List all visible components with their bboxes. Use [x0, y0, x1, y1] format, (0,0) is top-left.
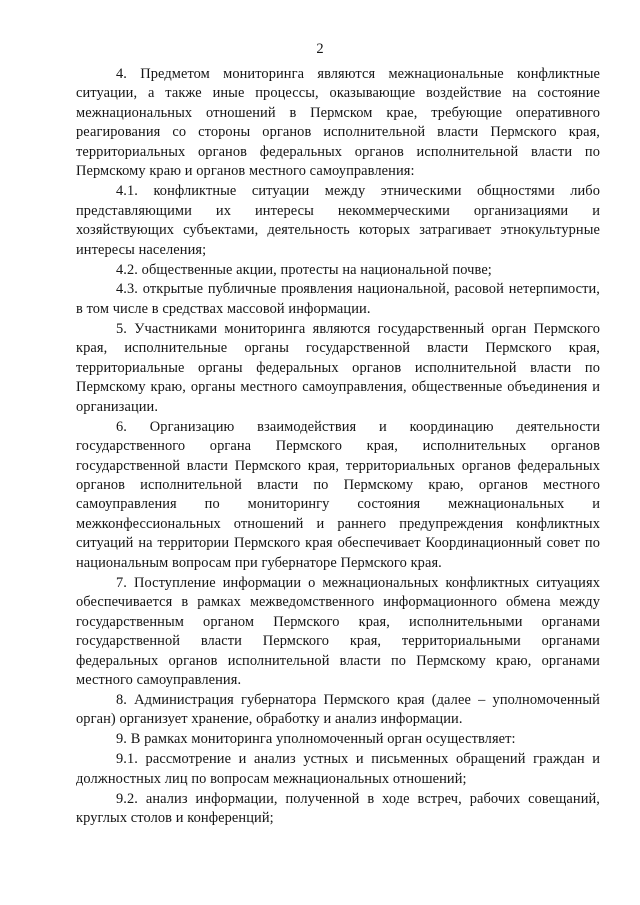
paragraph-7: 7. Поступление информации о межнациональных конфликтных ситуациях обеспечивается в рамках межведомственного информационного обмена между государственным органом Пермского края, исполнительными органами государственной власти Пермского края, территориальными органами федеральных органов исполнительной власти по Пермскому краю, органами местного самоуправления. [76, 574, 600, 689]
paragraph-6: 6. Организацию взаимодействия и координацию деятельности государственного органа Пермского края, исполнительных органов государственной власти Пермского края, территориальных органов федеральных органов исполнительной власти по Пермскому краю, органов местного самоуправления по мониторингу состояния межнациональных и межконфессиональных отношений и раннего предупреждения конфликтных ситуаций на территории Пермского края обеспечивает Координационный совет по национальным вопросам при губернаторе Пермского края. [76, 418, 600, 571]
page-number: 2 [316, 41, 324, 57]
paragraph-9-2: 9.2. анализ информации, полученной в ходе встреч, рабочих совещаний, круглых столов и конференций; [76, 790, 600, 827]
paragraph-9: 9. В рамках мониторинга уполномоченный орган осуществляет: [116, 731, 516, 748]
paragraph-4-3: 4.3. открытые публичные проявления национальной, расовой нетерпимости, в том числе в средствах массовой информации. [76, 281, 600, 317]
paragraph-9-1: 9.1. рассмотрение и анализ устных и письменных обращений граждан и должностных лиц по вопросам межнациональных отношений; [76, 751, 600, 787]
paragraph-4-2: 4.2. общественные акции, протесты на национальной почве; [116, 261, 492, 278]
paragraph-4: 4. Предметом мониторинга являются межнациональные конфликтные ситуации, а также иные процессы, оказывающие воздействие на состояние межнациональных отношений в Пермском крае, требующие оперативного реагирования со стороны органов исполнительной власти Пермского края, территориальных органов федеральных органов исполнительной власти по Пермскому краю и органов местного самоуправления: [76, 66, 600, 180]
paragraph-4-1: 4.1. конфликтные ситуации между этническими общностями либо представляющими их интересы некоммерческими организациями и хозяйствующих субъектами, деятельность которых затрагивает этнокультурные интересы населения; [76, 183, 600, 258]
paragraph-5: 5. Участниками мониторинга являются государственный орган Пермского края, исполнительные органы государственной власти Пермского края, территориальные органы федеральных органов исполнительной власти по Пермскому краю, органы местного самоуправления, общественные объединения и организации. [76, 320, 600, 415]
paragraph-8: 8. Администрация губернатора Пермского края (далее – уполномоченный орган) организует хранение, обработку и анализ информации. [76, 692, 600, 728]
document-body [76, 65, 600, 829]
